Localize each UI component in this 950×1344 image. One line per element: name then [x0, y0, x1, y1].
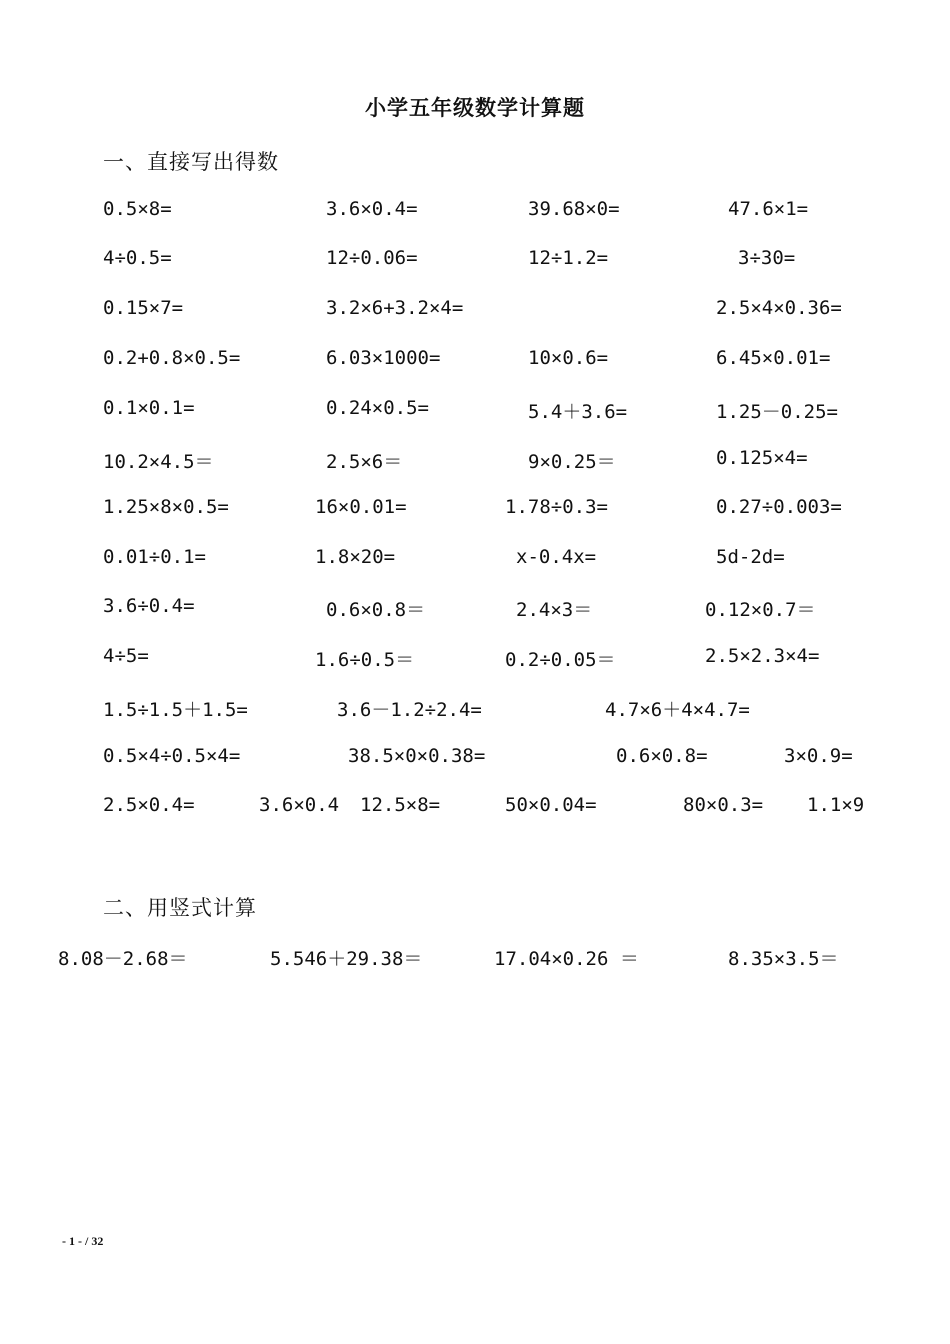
problem-item: 2.5×0.4= — [103, 794, 195, 816]
problem-item: 4.7×6＋4×4.7= — [605, 699, 750, 721]
problem-item: 2.5×6＝ — [326, 451, 403, 473]
problem-item: 1.6÷0.5＝ — [315, 649, 415, 671]
problem-item: 0.6×0.8= — [616, 745, 708, 767]
problem-item: 2.5×4×0.36= — [716, 297, 842, 319]
problem-item: 3.6－1.2÷2.4= — [337, 699, 482, 721]
problem-item: 50×0.04= — [505, 794, 597, 816]
problem-item: 4÷5= — [103, 645, 149, 667]
problem-item: 0.5×4÷0.5×4= — [103, 745, 241, 767]
problem-item: 0.1×0.1= — [103, 397, 195, 419]
problem-item: 1.25－0.25= — [716, 401, 838, 423]
problem-item: 12÷1.2= — [528, 247, 609, 269]
problem-item: 6.45×0.01= — [716, 347, 831, 369]
problem-item: 1.5÷1.5＋1.5= — [103, 699, 248, 721]
problem-item: 38.5×0×0.38= — [348, 745, 486, 767]
problem-item: 1.78÷0.3= — [505, 496, 608, 518]
problem-item: 12÷0.06= — [326, 247, 418, 269]
problem-item: 0.01÷0.1= — [103, 546, 206, 568]
vertical-problem: 8.08－2.68＝ — [58, 948, 188, 970]
problem-item: 1.8×20= — [315, 546, 396, 568]
problem-item: 16×0.01= — [315, 496, 407, 518]
section-heading-oral: 一、直接写出得数 — [103, 150, 279, 174]
problem-item: 3.6÷0.4= — [103, 595, 195, 617]
problem-item: 0.2÷0.05＝ — [505, 649, 616, 671]
problem-item: 0.2+0.8×0.5= — [103, 347, 241, 369]
problem-item: 0.6×0.8＝ — [326, 599, 426, 621]
problem-item: 5.4＋3.6= — [528, 401, 628, 423]
problem-item: 10×0.6= — [528, 347, 609, 369]
vertical-problem: 8.35×3.5＝ — [728, 948, 839, 970]
problem-item: 2.5×2.3×4= — [705, 645, 820, 667]
problem-item: x-0.4x= — [516, 546, 597, 568]
page-title: 小学五年级数学计算题 — [365, 95, 585, 120]
problem-item: 1.25×8×0.5= — [103, 496, 229, 518]
problem-item: 6.03×1000= — [326, 347, 441, 369]
problem-item: 0.125×4= — [716, 447, 808, 469]
vertical-problem: 17.04×0.26 ＝ — [494, 948, 639, 970]
problem-item: 3÷30= — [738, 247, 796, 269]
problem-item: 0.15×7= — [103, 297, 184, 319]
problem-item: 0.5×8= — [103, 198, 172, 220]
problem-item: 9×0.25＝ — [528, 451, 616, 473]
vertical-problem: 5.546＋29.38＝ — [270, 948, 423, 970]
problem-item: 12.5×8= — [360, 794, 441, 816]
problem-item: 0.12×0.7＝ — [705, 599, 816, 621]
problem-item: 3.6×0.4 — [259, 794, 340, 816]
section-heading-vertical: 二、用竖式计算 — [103, 896, 257, 920]
problem-item: 4÷0.5= — [103, 247, 172, 269]
problem-item: 80×0.3= — [683, 794, 764, 816]
problem-item: 3×0.9= — [784, 745, 853, 767]
problem-item: 2.4×3＝ — [516, 599, 593, 621]
problem-item: 47.6×1= — [728, 198, 809, 220]
problem-item: 0.24×0.5= — [326, 397, 429, 419]
problem-item: 5d-2d= — [716, 546, 785, 568]
problem-item: 10.2×4.5＝ — [103, 451, 214, 473]
problem-item: 3.2×6+3.2×4= — [326, 297, 464, 319]
problem-item: 1.1×9 — [807, 794, 865, 816]
problem-item: 39.68×0= — [528, 198, 620, 220]
problem-item: 0.27÷0.003= — [716, 496, 842, 518]
problem-item: 3.6×0.4= — [326, 198, 418, 220]
page-number: - 1 - / 32 — [62, 1234, 104, 1248]
